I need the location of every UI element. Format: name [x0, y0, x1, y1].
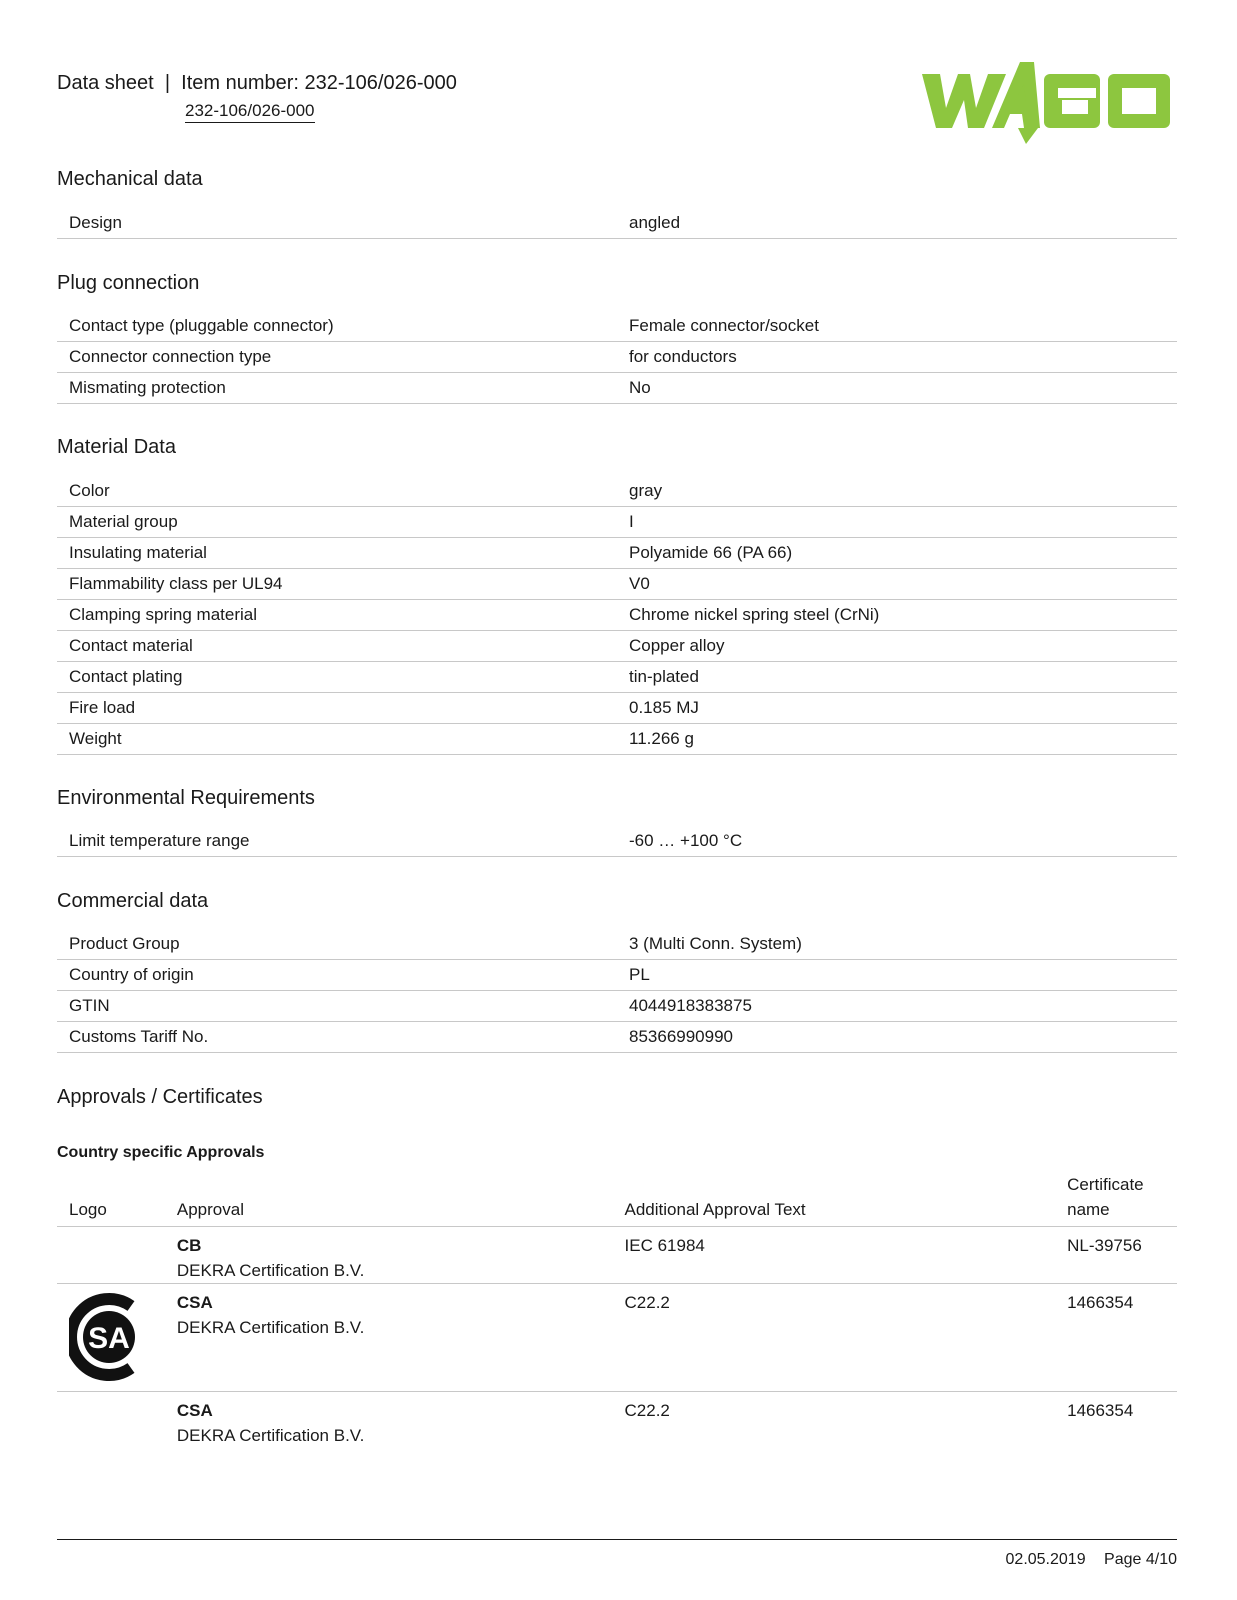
mechanical-table	[57, 208, 1177, 239]
footer-date: 02.05.2019	[1005, 1551, 1086, 1568]
table-row	[57, 631, 1177, 662]
table-row	[57, 342, 1177, 373]
section-title-mechanical: Mechanical data	[57, 168, 203, 190]
row-label: GTIN	[57, 991, 617, 1022]
material-table	[57, 476, 1177, 755]
row-value: Polyamide 66 (PA 66)	[617, 538, 1177, 569]
row-value: Copper alloy	[617, 631, 1177, 662]
row-value: Chrome nickel spring steel (CrNi)	[617, 600, 1177, 631]
table-row	[57, 1226, 1177, 1283]
csa-logo-icon	[69, 1292, 149, 1382]
table-row	[57, 373, 1177, 404]
page-footer	[1006, 1551, 1177, 1569]
table-row	[57, 662, 1177, 693]
footer-divider	[57, 1539, 1177, 1540]
table-row	[57, 1022, 1177, 1053]
row-value: 4044918383875	[617, 991, 1177, 1022]
row-label: Contact material	[57, 631, 617, 662]
column-header-certificate: Certificate name	[1067, 1168, 1177, 1226]
section-title-commercial: Commercial data	[57, 890, 209, 912]
row-label: Design	[57, 208, 617, 239]
row-value: for conductors	[617, 342, 1177, 373]
wago-logo	[922, 58, 1176, 144]
certificate-name: 1466354	[1067, 1400, 1134, 1420]
certificate-name: NL-39756	[1067, 1226, 1177, 1283]
item-number-link[interactable]: 232-106/026-000	[185, 101, 315, 123]
page-title: Data sheet | Item number: 232-106/026-000	[57, 72, 457, 94]
approval-name: CB	[176, 1235, 202, 1255]
table-row	[57, 569, 1177, 600]
row-label: Contact plating	[57, 662, 617, 693]
row-value: No	[617, 373, 1177, 404]
table-row	[57, 538, 1177, 569]
table-row	[57, 507, 1177, 538]
table-row	[57, 1283, 1177, 1391]
row-value: gray	[617, 476, 1177, 507]
footer-page-number: Page 4/10	[1104, 1551, 1177, 1568]
additional-approval-text: C22.2	[625, 1283, 1068, 1391]
row-value: 11.266 g	[617, 724, 1177, 755]
row-label: Connector connection type	[57, 342, 617, 373]
column-header-approval: Approval	[177, 1168, 625, 1226]
table-row	[57, 1391, 1177, 1448]
additional-approval-text: C22.2	[624, 1400, 670, 1420]
approval-cell	[177, 1226, 625, 1283]
commercial-table	[57, 929, 1177, 1053]
row-value: tin-plated	[617, 662, 1177, 693]
row-label: Mismating protection	[57, 373, 617, 404]
section-title-material: Material Data	[57, 436, 176, 458]
table-row	[57, 991, 1177, 1022]
approvals-subtitle: Country specific Approvals	[57, 1144, 265, 1161]
row-label: Material group	[57, 507, 617, 538]
section-title-approvals: Approvals / Certificates	[57, 1086, 263, 1108]
approval-body: DEKRA Certification B.V.	[176, 1317, 365, 1337]
approval-cell	[177, 1391, 625, 1448]
certificate-name: 1466354	[1067, 1283, 1177, 1391]
row-value: V0	[617, 569, 1177, 600]
row-value: 85366990990	[617, 1022, 1177, 1053]
approval-logo-cell	[57, 1283, 177, 1391]
row-label: Fire load	[57, 693, 617, 724]
table-row	[57, 208, 1177, 239]
row-value: -60 … +100 °C	[617, 826, 1177, 857]
environment-table	[57, 826, 1177, 857]
approval-body: DEKRA Certification B.V.	[176, 1260, 365, 1280]
table-row	[57, 826, 1177, 857]
row-label: Customs Tariff No.	[57, 1022, 617, 1053]
plug-table	[57, 311, 1177, 404]
table-row	[57, 693, 1177, 724]
section-title-plug: Plug connection	[57, 272, 200, 294]
row-label: Clamping spring material	[57, 600, 617, 631]
table-row	[57, 724, 1177, 755]
column-header-additional: Additional Approval Text	[625, 1168, 1068, 1226]
row-value: PL	[617, 960, 1177, 991]
row-label: Limit temperature range	[57, 826, 617, 857]
approval-body: DEKRA Certification B.V.	[176, 1425, 365, 1445]
row-value: angled	[617, 208, 1177, 239]
table-row	[57, 311, 1177, 342]
row-value: Female connector/socket	[617, 311, 1177, 342]
row-label: Insulating material	[57, 538, 617, 569]
approval-logo-cell	[57, 1226, 177, 1283]
svg-text:SA: SA	[88, 1321, 130, 1355]
approvals-table	[57, 1168, 1177, 1448]
table-row	[57, 476, 1177, 507]
approval-cell	[177, 1283, 625, 1391]
table-row	[57, 929, 1177, 960]
approval-name: CSA	[176, 1292, 213, 1312]
column-header-logo: Logo	[57, 1168, 177, 1226]
row-label: Country of origin	[57, 960, 617, 991]
row-value: 0.185 MJ	[617, 693, 1177, 724]
table-row	[57, 600, 1177, 631]
row-label: Contact type (pluggable connector)	[57, 311, 617, 342]
section-title-environment: Environmental Requirements	[57, 787, 315, 809]
row-label: Flammability class per UL94	[57, 569, 617, 600]
row-value: 3 (Multi Conn. System)	[617, 929, 1177, 960]
row-label: Color	[57, 476, 617, 507]
table-row	[57, 960, 1177, 991]
approval-logo-cell	[57, 1391, 177, 1448]
additional-approval-text: IEC 61984	[625, 1226, 1068, 1283]
row-value: I	[617, 507, 1177, 538]
table-header-row	[57, 1168, 1177, 1226]
row-label: Product Group	[57, 929, 617, 960]
approval-name: CSA	[176, 1400, 213, 1420]
row-label: Weight	[57, 724, 617, 755]
